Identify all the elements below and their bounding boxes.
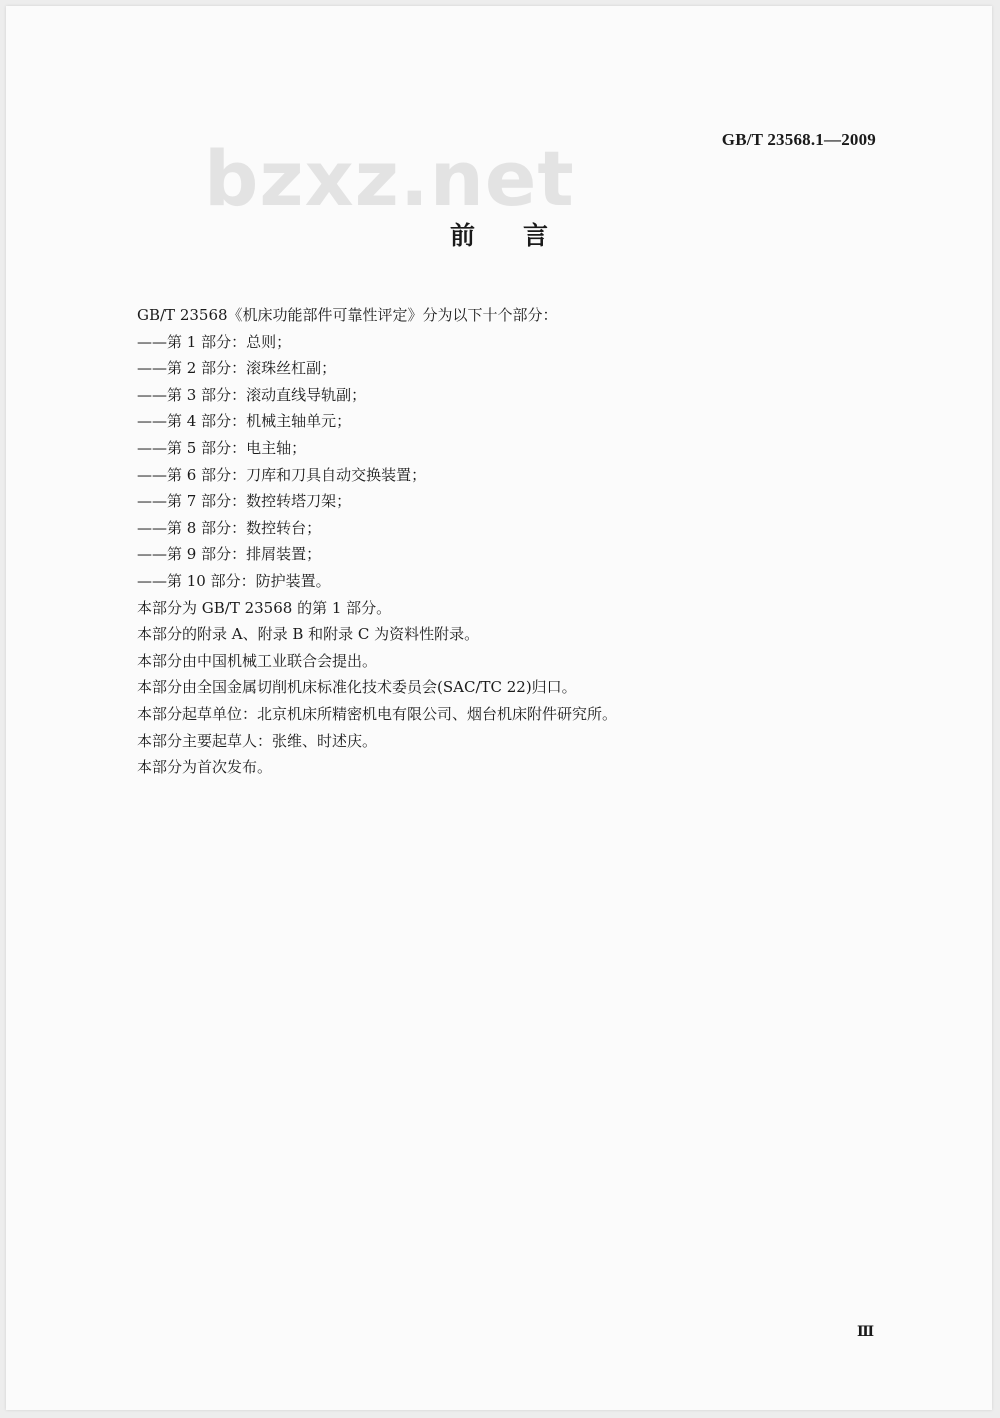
standard-code: GB/T 23568.1—2009	[721, 130, 876, 149]
intro-paragraph: GB/T 23568《机床功能部件可靠性评定》分为以下十个部分：	[137, 306, 558, 324]
part-item: ——第 1 部分：总则；	[137, 332, 292, 351]
part-item: ——第 2 部分：滚珠丝杠副；	[137, 359, 337, 378]
part-item: ——第 8 部分：数控转台；	[137, 518, 322, 537]
part-item: ——第 4 部分：机械主轴单元；	[137, 412, 352, 431]
watermark: bzxz.net	[204, 134, 575, 223]
foreword-body	[137, 302, 617, 781]
part-item: ——第 5 部分：电主轴；	[137, 438, 307, 457]
page-number: Ⅲ	[856, 1325, 874, 1340]
part-item: ——第 3 部分：滚动直线导轨副；	[137, 385, 367, 404]
part-item: ——第 9 部分：排屑装置；	[137, 545, 322, 564]
statement-paragraph: 本部分由全国金属切削机床标准化技术委员会(SAC/TC 22)归口。	[137, 678, 577, 697]
statement-paragraph: 本部分由中国机械工业联合会提出。	[137, 651, 378, 670]
statement-paragraph: 本部分为 GB/T 23568 的第 1 部分。	[137, 598, 392, 617]
page-title: 前言	[449, 221, 596, 250]
statement-paragraph: 本部分主要起草人：张维、时述庆。	[137, 731, 378, 750]
part-item: ——第 6 部分：刀库和刀具自动交换装置；	[137, 465, 427, 484]
statement-paragraph: 本部分为首次发布。	[137, 758, 273, 777]
part-item: ——第 10 部分：防护装置。	[137, 571, 331, 590]
document-page	[6, 6, 992, 1410]
part-item: ——第 7 部分：数控转塔刀架；	[137, 492, 352, 511]
statement-paragraph: 本部分的附录 A、附录 B 和附录 C 为资料性附录。	[137, 625, 480, 644]
statement-paragraph: 本部分起草单位：北京机床所精密机电有限公司、烟台机床附件研究所。	[137, 704, 618, 723]
